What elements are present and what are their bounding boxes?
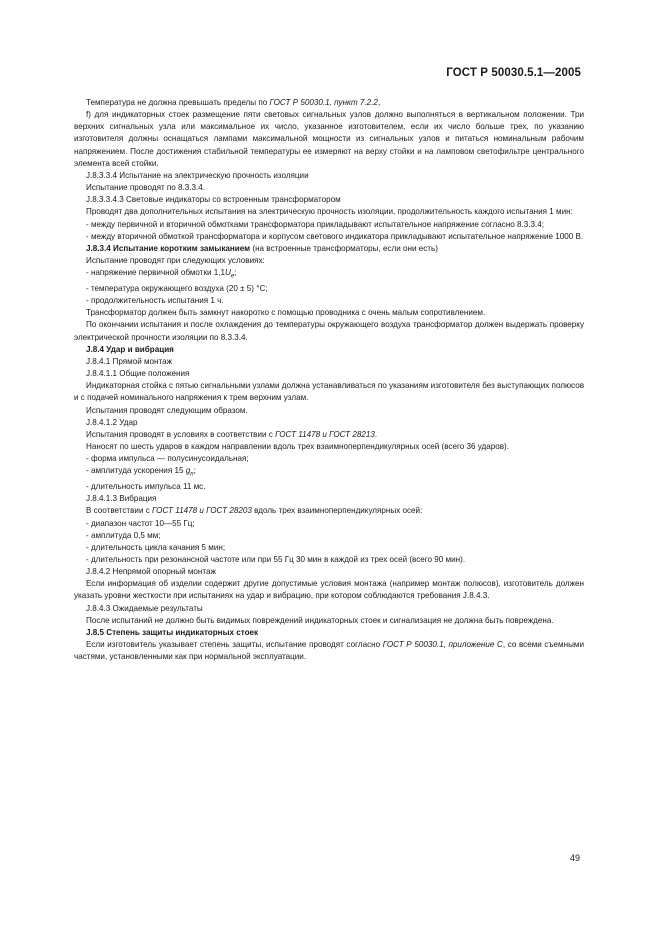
list-item: - напряжение первичной обмотки $1,1U_e$; (86, 268, 237, 280)
clause-heading: J.8.4.1 Прямой монтаж (86, 356, 173, 366)
list-item: - температура окружающего воздуха (20 ± 5) °С; (86, 283, 268, 293)
standard-reference: ГОСТ Р 50030.1, приложение С (382, 640, 503, 650)
paragraph: В соответствии с ГОСТ 11478 и ГОСТ 28203 вдоль трех взаимноперпендикулярных осей: (86, 506, 423, 516)
paragraph: f) для индикаторных стоек размещение пяти световых сигнальных узлов должно выполняться в вертикальном положении. Три верхних сигнальных узла или максимальное их число, указанное изготовителем, если их число больше трех, по указанию изготовителя должны оснащаться лампами максимальной мощности из сигнальных узлов и питаться номинальным рабочим напряжением. После достижения стабильной температуры ее измеряют на верху стойки и на ламповом светофильтре центрального элемента всей стойки. (74, 110, 584, 168)
paragraph: После испытаний не должно быть видимых повреждений индикаторных стоек и сигнализация не должна быть повреждена. (86, 615, 554, 625)
paragraph: Индикаторная стойка с пятью сигнальными узлами должна устанавливаться по указаниям изготовителя без выступающих полюсов и с подачей номинального напряжения к трем верхним узлам. (74, 381, 584, 403)
list-item: - форма импульса — полусинусоидальная; (86, 454, 249, 464)
clause-heading: J.8.4.1.1 Общие положения (86, 369, 190, 379)
paragraph: Трансформатор должен быть замкнут накоротко с помощью проводника с очень малым сопротивлением. (86, 308, 486, 318)
document-body (74, 97, 584, 663)
paragraph: Испытание проводят при следующих условиях: (86, 256, 265, 266)
section-heading: J.8.5 Степень защиты индикаторных стоек (86, 627, 259, 637)
paragraph: Если информация об изделии содержит другие допустимые условия монтажа (например монтаж полюсов), изготовитель должен указать уровни жесткости при испытаниях на удар и вибрацию, при котором соблюдаются требования J.8.4.3. (74, 579, 584, 601)
list-item: - длительность импульса 11 мс. (86, 482, 206, 492)
paragraph: Испытание проводят по 8.3.3.4. (86, 183, 206, 193)
paragraph: Температура не должна превышать пределы по ГОСТ Р 50030.1, пункт 7.2.2, (86, 98, 381, 107)
paragraph: Наносят по шесть ударов в каждом направлении вдоль трех взаимноперпендикулярных осей (всего 36 ударов). (86, 441, 509, 451)
section-heading: J.8.4 Удар и вибрация (86, 344, 174, 354)
standard-reference: ГОСТ Р 50030.1, пункт 7.2.2 (269, 98, 378, 107)
page-number: 49 (569, 853, 580, 863)
clause-heading: J.8.3.4 Испытание коротким замыканием (на встроенные трансформаторы, если они есть) (86, 243, 438, 253)
paragraph: Если изготовитель указывает степень защиты, испытание проводят согласно ГОСТ Р 50030.1, приложение С, со всеми съемными частями, установленными как при нормальной эксплуатации. (74, 640, 584, 662)
clause-heading: J.8.4.3 Ожидаемые результаты (86, 603, 203, 613)
paragraph: Проводят два дополнительных испытания на электрическую прочность изоляции, продолжительность каждого испытания 1 мин: (86, 207, 573, 217)
clause-heading: J.8.3.3.4 Испытание на электрическую прочность изоляции (86, 170, 309, 180)
clause-heading: J.8.4.1.3 Вибрация (86, 494, 157, 504)
standard-reference: ГОСТ 11478 и ГОСТ 28213 (275, 429, 375, 439)
document-header: ГОСТ Р 50030.5.1—2005 (446, 67, 581, 79)
paragraph: Испытания проводят в условиях в соответствии с ГОСТ 11478 и ГОСТ 28213. (86, 429, 378, 439)
list-item: - длительность при резонансной частоте или при 55 Гц 30 мин в каждой из трех осей (всего 90 мин). (86, 555, 466, 564)
clause-heading: J.8.4.2 Непрямой опорный монтаж (86, 567, 216, 577)
standard-reference: ГОСТ 11478 и ГОСТ 28203 (152, 506, 252, 516)
list-item: - между первичной и вторичной обмотками трансформатора прикладывают испытательное напряжение согласно 8.3.3.4; (86, 219, 545, 229)
list-item: - амплитуда 0,5 мм; (86, 530, 161, 540)
list-item: - длительность цикла качания 5 мин; (86, 542, 226, 552)
list-item: - диапазон частот 10—55 Гц; (86, 518, 195, 528)
clause-heading: J.8.3.3.4.3 Световые индикаторы со встроенным трансформатором (86, 195, 341, 205)
list-item: - продолжительность испытания 1 ч. (86, 296, 224, 306)
clause-heading: J.8.4.1.2 Удар (86, 417, 138, 427)
list-item: - между вторичной обмоткой трансформатора и корпусом светового индикатора прикладывают испытательное напряжение 1000 В. (86, 231, 584, 241)
paragraph: По окончании испытания и после охлаждения до температуры окружающего воздуха трансформатор должен выдержать проверку электрической прочности изоляции по 8.3.3.4. (74, 320, 584, 342)
paragraph: Испытания проводят следующим образом. (86, 405, 248, 415)
list-item: - амплитуда ускорения 15 $g_n$; (86, 466, 196, 478)
